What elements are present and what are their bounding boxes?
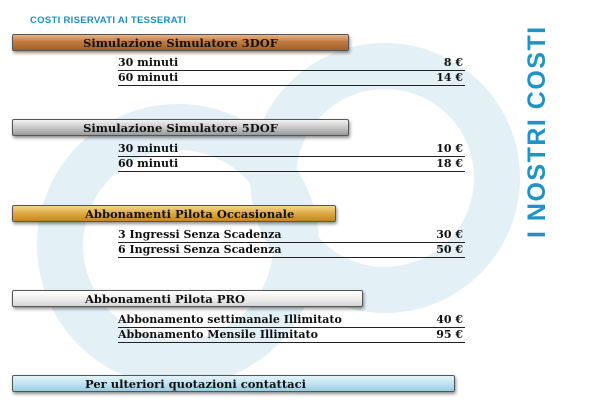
section-bar-3dof: Simulazione Simulatore 3DOF [12,34,349,51]
section-bar-occasionale: Abbonamenti Pilota Occasionale [12,205,336,222]
item-price: 40 € [436,313,463,326]
item-label: 30 minuti [118,56,179,69]
price-row [118,243,465,258]
header-title: COSTI RISERVATI AI TESSERATI [30,15,187,26]
item-label: 60 minuti [118,157,179,170]
item-price: 14 € [436,71,463,84]
price-row [118,142,465,157]
item-price: 18 € [436,157,463,170]
price-row [118,313,465,328]
price-row [118,56,465,71]
contact-bar: Per ulteriori quotazioni contattaci [12,375,455,392]
item-price: 8 € [443,56,463,69]
item-label: 6 Ingressi Senza Scadenza [118,243,282,256]
item-price: 50 € [436,243,463,256]
price-row [118,71,465,86]
item-price: 30 € [436,228,463,241]
item-price: 95 € [436,328,463,341]
item-label: Abbonamento settimanale Illimitato [118,313,342,326]
side-title: I NOSTRI COSTI [523,25,551,238]
item-label: 3 Ingressi Senza Scadenza [118,228,282,241]
item-label: 30 minuti [118,142,179,155]
price-row [118,328,465,343]
section-bar-pro: Abbonamenti Pilota PRO [12,290,363,307]
item-label: 60 minuti [118,71,179,84]
item-price: 10 € [436,142,463,155]
price-row [118,228,465,243]
item-label: Abbonamento Mensile Illimitato [118,328,318,341]
section-bar-5dof: Simulazione Simulatore 5DOF [12,119,349,136]
price-row [118,157,465,172]
